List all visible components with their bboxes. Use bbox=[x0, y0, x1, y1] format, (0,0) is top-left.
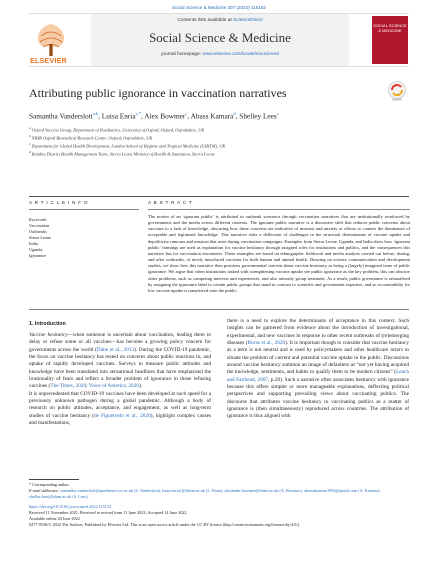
keywords-label: Keywords: bbox=[29, 217, 48, 222]
affiliation-item bbox=[29, 142, 225, 148]
body-text: there is a need to explore the determinants of acceptance in this context. Such insights can be garnered from evidence about the introduction of investigational, experimental, and new vaccines in response to other recent outbreaks of (re)emerging diseases ( bbox=[227, 318, 409, 347]
available-online: Available online 20 June 2022 bbox=[29, 516, 80, 521]
email-list[interactable]: samantha.vanderslott@paediatrics.ox.ac.uk (S. Vanderslott), luisa.enria1@lshtm.ac.uk (L. Enria), alexander.bowmer@lshtm.ac.uk (A. Bowmer), abassakamara1994@gmail.com (A. Kamara), shelley.lees@lshtm.ac.uk (S. Lees). bbox=[29, 488, 381, 499]
affiliation-marker: c bbox=[29, 142, 32, 146]
abstract-text: The notion of an ‘ignorant public’ is attributed in outbreak scenarios through vaccination narratives that are institutionally reinforced by governments and the media across different contexts. The ignorant public narrative is a discursive shift that reduces public concerns about vaccines to a lack of knowledge, obscuring how these concerns are indicative of mistrust and anxiety or efforts to counter the dominance of acceptable and legitimate knowledge. This narrative risks a deflection of challenges in the structural determinants of vaccine uptake and depoliticise rumours and mistrust that arise during vaccination campaigns. Examples from Sierra Leone, Uganda, and India show how ‘ignorant public’ framings are used as explanation for vaccine hesitancy through assigned roles for institutions and publics, and the consequences this narrative has for vaccination encounters. These examples are based on ethnographic fieldwork and media analysis carried out before, during, and after outbreaks, of newly introduced vaccines for both human and animal health. Drawing on science communication and development studies, we show how this narrative then positions governmental concern about vaccine hesitancy as being a (largely) imagined issue of public ignorance. We argue that when institutions tasked with strengthening vaccine uptake see public ignorance as the key problem, this can obscure other problems, such as competing interests and experiences, and also minority group treatment. As a result, public governance is rationalised by assigning the ignorance label to certain public groups that stand in contrast to scientific and government expertise, and so accountability for low vaccine uptake is transferred onto the public. bbox=[148, 214, 411, 293]
author-affiliation-marker[interactable]: a,b bbox=[92, 111, 99, 116]
divider bbox=[29, 196, 409, 197]
body-text: It is unprecedented that COVID-19 vaccines have been developed at such speed for a previously unknown pathogen during a global pandemic. Although a body of research on public attitudes, acceptance, and engagement, as well as long-term studies of vaccine hesitancy ( bbox=[29, 390, 211, 419]
contents-line bbox=[91, 18, 349, 23]
affiliation-text: Department for Global Health Development, London School of Hygiene and Tropical Medicine (LSHTM), UK bbox=[31, 143, 226, 149]
author-name[interactable]: Abass Kamara bbox=[190, 111, 234, 121]
divider bbox=[29, 309, 409, 310]
elsevier-tree-logo bbox=[29, 18, 73, 62]
email-addresses bbox=[29, 488, 409, 499]
homepage-link[interactable]: www.elsevier.com/locate/socscimed bbox=[202, 52, 279, 57]
keyword-item: Vaccination bbox=[29, 223, 50, 228]
abstract-heading: A B S T R A C T bbox=[148, 200, 193, 205]
body-text: —when someone is uncertain about vaccination, leading them to delay or refuse some or all vaccines—has become a growing policy concern for governments across the world ( bbox=[29, 332, 211, 353]
author-affiliation-marker[interactable]: d bbox=[233, 111, 236, 116]
keyword-item: India bbox=[29, 241, 38, 246]
keyword-item: Ignorance bbox=[29, 253, 47, 258]
check-for-updates-icon[interactable] bbox=[386, 80, 408, 102]
copyright-license: 0277-9536/© 2022 The Authors. Published by Elsevier Ltd. This is an open access article under the CC BY license (http://creativecommons.org/licenses/by/4.0/). bbox=[29, 522, 300, 527]
body-text: ). bbox=[139, 383, 143, 390]
intro-right-column bbox=[227, 318, 409, 421]
journal-masthead bbox=[29, 13, 409, 67]
author-affiliation-marker[interactable]: c,* bbox=[135, 111, 141, 116]
keyword-item: Sierra Leone bbox=[29, 235, 52, 240]
author-name[interactable]: Luisa Enria bbox=[101, 111, 136, 121]
author-name[interactable]: Shelley Lees bbox=[239, 111, 277, 121]
masthead-center bbox=[91, 14, 349, 66]
article-info-heading: A R T I C L E I N F O bbox=[29, 200, 89, 205]
cover-title: SOCIAL SCIENCE & MEDICINE bbox=[373, 23, 407, 33]
affiliation-item bbox=[29, 134, 152, 140]
divider bbox=[148, 209, 410, 210]
affiliation-marker: d bbox=[29, 150, 32, 154]
intro-left-column bbox=[29, 332, 211, 427]
citation-link[interactable]: Leach and Fairhead, 2007 bbox=[227, 369, 409, 383]
journal-reference[interactable]: Social Science & Medicine 307 (2022) 115152 bbox=[172, 5, 266, 10]
body-text: Vaccine hesitancy bbox=[29, 332, 68, 338]
divider bbox=[29, 209, 139, 210]
body-text: ). It is important though to consider that vaccine hesitancy as a term is not neutral and is used by policymakers and other healthcare actors to situate the problem of current and potential vaccine uptake in the public. Discussions around vaccine hesitancy summon an image of defaulters as “not yet having acquired the knowledge, sentiments, and habits to qualify them to be modern citizens” ( bbox=[227, 340, 410, 376]
doi-text[interactable]: https://doi.org/10.1016/j.socscimed.2022.115152 bbox=[29, 504, 112, 509]
author-affiliation-marker[interactable]: c bbox=[276, 111, 279, 116]
citation-link[interactable]: Voice of America, 2020 bbox=[88, 383, 140, 390]
keyword-item: Uganda bbox=[29, 247, 43, 252]
affiliation-text: Kambia District Health Management Team, Sierra Leone Ministry of Health & Sanitation, Sierra Leone bbox=[31, 151, 215, 157]
corresponding-author-note: * Corresponding author. bbox=[29, 482, 70, 487]
citation-link[interactable]: Dube et al., 2013 bbox=[96, 346, 135, 353]
body-text: ; bbox=[86, 383, 89, 390]
keyword-item: Outbreaks bbox=[29, 229, 47, 234]
homepage-line bbox=[91, 52, 349, 57]
doi-link[interactable] bbox=[29, 504, 409, 510]
author-name[interactable]: Samantha Vanderslott bbox=[29, 111, 93, 121]
sciencedirect-link[interactable]: ScienceDirect bbox=[233, 18, 263, 23]
affiliation-item bbox=[29, 150, 215, 156]
body-text: ). During the COVID-19 pandemic, the focus on vaccine hesitancy has rested on concerns about public reactions to, and uptake of rapidly developed vaccines. Surveys to measure public attitudes and knowledge have been translated into sensational headlines that have emphasised the irrationality of fears and reflect a broader problem of ignorance in those refusing vaccines ( bbox=[29, 346, 211, 390]
body-text: , p.20). Such a narrative often associates hesitancy with ignorance because this offers simpler or more manageable explanations, deflecting political perspectives and supporting prevailing views about vaccinating publics. The discourse that attributes vaccine hesitancy to vaccinating publics as a matter of ignorance is (then simultaneously) reproduced across countries. The attribution of ignorance is thus aligned with bbox=[227, 376, 410, 420]
section-heading-introduction: 1. Introduction bbox=[29, 321, 66, 327]
footnote-divider bbox=[29, 479, 79, 480]
affiliation-item bbox=[29, 126, 204, 132]
received-dates: Received 11 November 2021; Received in revised form 11 June 2022; Accepted 14 June 2022 bbox=[29, 510, 187, 515]
author-name[interactable]: Alex Bowmer bbox=[144, 111, 186, 121]
publisher-name: ELSEVIER bbox=[30, 58, 68, 65]
citation-link[interactable]: Burns et al., 2020 bbox=[247, 340, 286, 347]
homepage-prefix: journal homepage: bbox=[161, 52, 203, 57]
author-list: Samantha Vanderslott$^{a,b}$, Luisa Enria$^{c,*}$, Alex Bowmer$^c$, Abass Kamara$^d$, Shelley Lees$^c$ bbox=[29, 111, 279, 121]
journal-title: Social Science & Medicine bbox=[149, 30, 291, 45]
article-title: Attributing public ignorance in vaccination narratives bbox=[29, 86, 287, 100]
contents-prefix: Contents lists available at bbox=[177, 18, 234, 23]
citation-link[interactable]: The Times, 2020 bbox=[50, 383, 87, 390]
affiliation-text: NIHR Oxford Biomedical Research Centre, Oxford, Oxfordshire, UK bbox=[31, 135, 153, 141]
journal-cover-thumbnail[interactable] bbox=[372, 16, 408, 64]
affiliation-text: Oxford Vaccine Group, Department of Paediatrics, University of Oxford, Oxford, Oxfordshire, UK bbox=[31, 127, 205, 133]
affiliation-marker: a bbox=[29, 126, 32, 130]
citation-link[interactable]: de Figueiredo et al., 2020 bbox=[94, 412, 151, 419]
body-text: ), highlight complex causes and manifestations, bbox=[29, 412, 211, 427]
email-label: E-mail addresses: bbox=[29, 488, 61, 493]
affiliation-marker: b bbox=[29, 134, 32, 138]
author-affiliation-marker[interactable]: c bbox=[185, 111, 188, 116]
